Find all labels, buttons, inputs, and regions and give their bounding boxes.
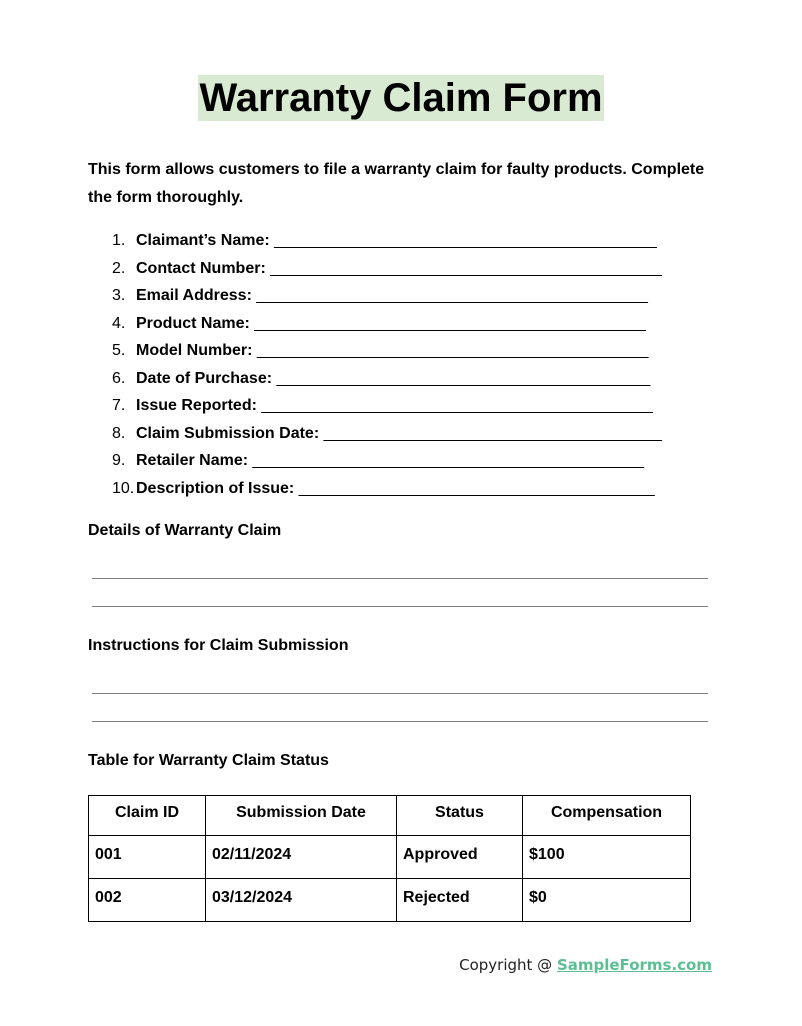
details-heading: Details of Warranty Claim [88,522,282,539]
field-number: 7. [112,397,126,414]
copyright-footer [459,956,712,974]
field-number: 4. [112,314,126,332]
field-blank[interactable]: ____________________________________________ [256,287,648,304]
cell-status: Approved [397,836,523,879]
field-label: Contact Number: ____________________________________________ [136,259,662,277]
details-line-1[interactable] [92,578,708,579]
field-number: 5. [112,342,126,359]
field-blank[interactable]: ____________________________________________ [256,342,649,359]
field-number: 2. [112,259,126,277]
field-claimant-name[interactable] [88,227,728,255]
form-field-list [88,227,728,502]
cell-submission-date: 03/12/2024 [206,879,397,922]
cell-status: Rejected [397,879,523,922]
field-email-address[interactable] [88,282,728,310]
field-blank[interactable]: ___________________________________________ [274,232,657,249]
field-label: Date of Purchase: __________________________________________ [136,369,651,387]
cell-claim-id: 002 [89,879,206,922]
field-label: Claimant’s Name: ___________________________________________ [136,232,657,249]
field-blank[interactable]: ____________________________________________ [252,452,645,469]
field-label: Description of Issue: ________________________________________ [136,479,655,497]
header-claim-id: Claim ID [89,796,206,836]
field-contact-number[interactable] [88,255,728,283]
field-retailer-name[interactable] [88,447,728,475]
cell-compensation: $0 [523,879,691,922]
table-row [89,879,691,922]
field-label: Claim Submission Date: ______________________________________ [136,424,662,442]
field-product-name[interactable] [88,310,728,338]
table-header-row [89,796,691,836]
field-blank[interactable]: ____________________________________________ [270,259,662,277]
table-row [89,836,691,879]
field-issue-reported[interactable] [88,392,728,420]
field-label: Retailer Name: ____________________________________________ [136,452,645,469]
details-line-2[interactable] [92,606,708,607]
header-submission-date: Submission Date [206,796,397,836]
cell-compensation: $100 [523,836,691,879]
field-number: 10. [112,479,135,497]
field-label: Issue Reported: ____________________________________________ [136,397,653,414]
claim-status-table [88,795,691,922]
field-number: 6. [112,369,126,387]
cell-claim-id: 001 [89,836,206,879]
field-model-number[interactable] [88,337,728,365]
field-label: Model Number: ____________________________________________ [136,342,649,359]
form-title: Warranty Claim Form [199,76,603,120]
field-blank[interactable]: ____________________________________________ [261,397,653,414]
field-claim-submission-date[interactable] [88,420,728,448]
field-label: Email Address: ____________________________________________ [136,287,648,304]
field-blank[interactable]: ________________________________________ [298,479,655,497]
field-number: 1. [112,232,126,249]
table-heading: Table for Warranty Claim Status [88,752,329,769]
field-label: Product Name: ____________________________________________ [136,314,646,332]
field-blank[interactable]: __________________________________________ [276,369,651,387]
field-date-of-purchase[interactable] [88,365,728,393]
field-blank[interactable]: ____________________________________________ [254,314,646,332]
cell-submission-date: 02/11/2024 [206,836,397,879]
field-description-of-issue[interactable] [88,475,728,503]
instructions-line-2[interactable] [92,721,708,722]
header-status: Status [397,796,523,836]
field-blank[interactable]: ______________________________________ [323,424,662,442]
copyright-text: Copyright @ [459,956,557,974]
sampleforms-link[interactable]: SampleForms.com [556,956,712,974]
field-number: 8. [112,424,126,442]
instructions-line-1[interactable] [92,693,708,694]
title-wrapper [0,75,802,121]
instructions-heading: Instructions for Claim Submission [88,637,349,654]
intro-paragraph: This form allows customers to file a warranty claim for faulty products. Complete the form thoroughly. [88,161,705,206]
field-number: 9. [112,452,126,469]
header-compensation: Compensation [523,796,691,836]
field-number: 3. [112,287,126,304]
